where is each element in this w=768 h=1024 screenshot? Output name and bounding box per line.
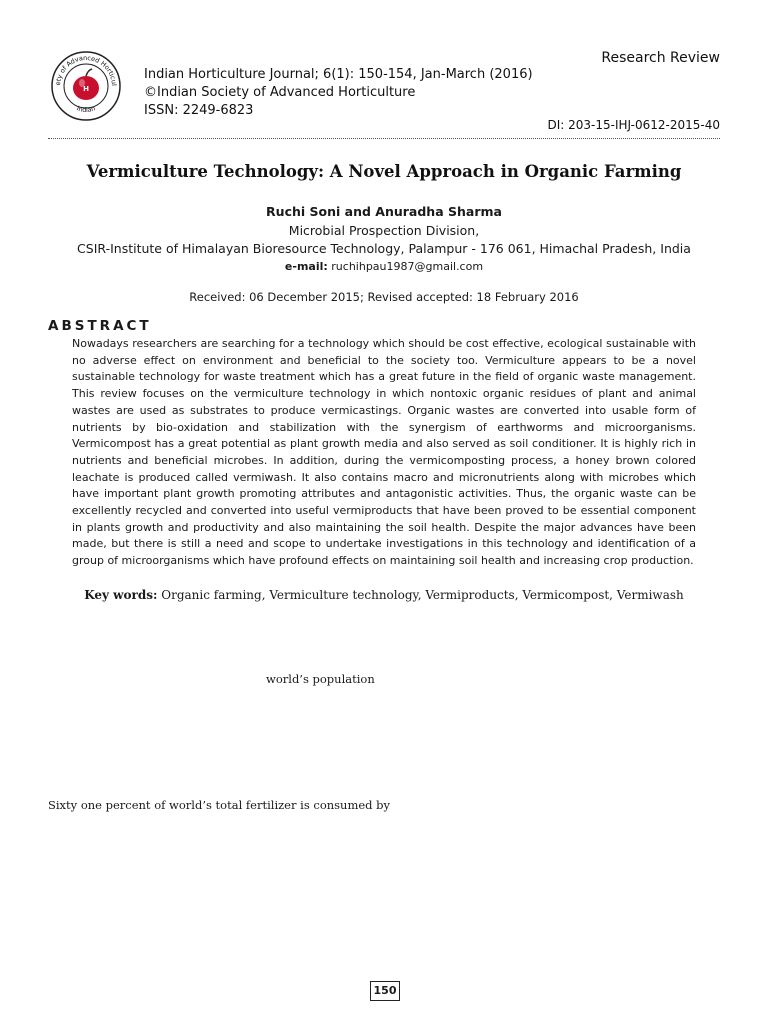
logo-arc-text: ety of Advanced Horticul — [53, 53, 119, 86]
received-dates: Received: 06 December 2015; Revised accepted: 18 February 2016 — [189, 290, 579, 304]
text-fragment: world’s population — [266, 672, 375, 686]
affiliation-division: Microbial Prospection Division, — [288, 223, 480, 238]
keywords-label: Key words: — [84, 588, 158, 602]
article-type-label: Research Review — [601, 50, 720, 66]
author-email — [0, 260, 768, 273]
article-authors: Ruchi Soni and Anuradha Sharma — [266, 204, 502, 219]
journal-citation: Indian Horticulture Journal; 6(1): 150-154, Jan-March (2016) — [144, 67, 533, 82]
issn: ISSN: 2249-6823 — [144, 103, 254, 118]
affiliation-institute: CSIR-Institute of Himalayan Bioresource Technology, Palampur - 176 061, Himachal Pradesh, India — [77, 241, 691, 256]
logo-arc-text-bottom: Indian — [75, 104, 97, 115]
text-fragment: Sixty one percent of world’s total fertilizer is consumed by — [48, 798, 391, 812]
society-seal-icon — [50, 50, 122, 122]
society-copyright: ©Indian Society of Advanced Horticulture — [144, 85, 416, 100]
abstract-heading: ABSTRACT — [48, 318, 152, 334]
header-divider — [48, 138, 720, 139]
svg-text:H: H — [83, 85, 89, 93]
society-logo — [50, 50, 122, 122]
email-address[interactable]: ruchihpau1987@gmail.com — [331, 260, 484, 273]
article-title: Vermiculture Technology: A Novel Approach in Organic Farming — [86, 162, 682, 181]
page-number: 150 — [370, 981, 400, 1001]
keywords-text: Organic farming, Vermiculture technology, Vermiproducts, Vermicompost, Vermiwash — [161, 588, 684, 602]
abstract-body: Nowadays researchers are searching for a technology which should be cost effective, ecological sustainable with no adverse effect on environment and beneficial to the society too. Vermiculture appears to be a novel sustainable technology for waste treatment which has a great future in the field of organic waste management. This review focuses on the vermiculture technology in which nontoxic organic residues of plant and animal wastes are used as substrates to produce vermicastings. Organic wastes are converted into usable form of nutrients by bio-oxidation and stabilization with the synergism of earthworms and microorganisms. Vermicompost has a great potential as plant growth media and also served as soil conditioner. It is highly rich in nutrients and beneficial microbes. In addition, during the vermicomposting process, a honey brown colored leachate is produced called vermiwash. It also contains macro and micronutrients along with microbes which have important plant growth promoting attributes and antagonistic activities. Thus, the organic waste can be excellently recycled and converted into useful vermiproducts that have been proved to be essential component in plants growth and productivity and also maintaining the soil health. Despite the major advances have been made, but there is still a need and scope to undertake investigations in this technology and identification of a group of microorganisms which have profound effects on maintaining soil health and increasing crop production. — [72, 337, 696, 568]
doi-label: DI: 203-15-IHJ-0612-2015-40 — [547, 118, 720, 132]
email-label: e-mail: — [284, 260, 328, 273]
keywords — [0, 588, 768, 602]
journal-info — [144, 66, 533, 120]
